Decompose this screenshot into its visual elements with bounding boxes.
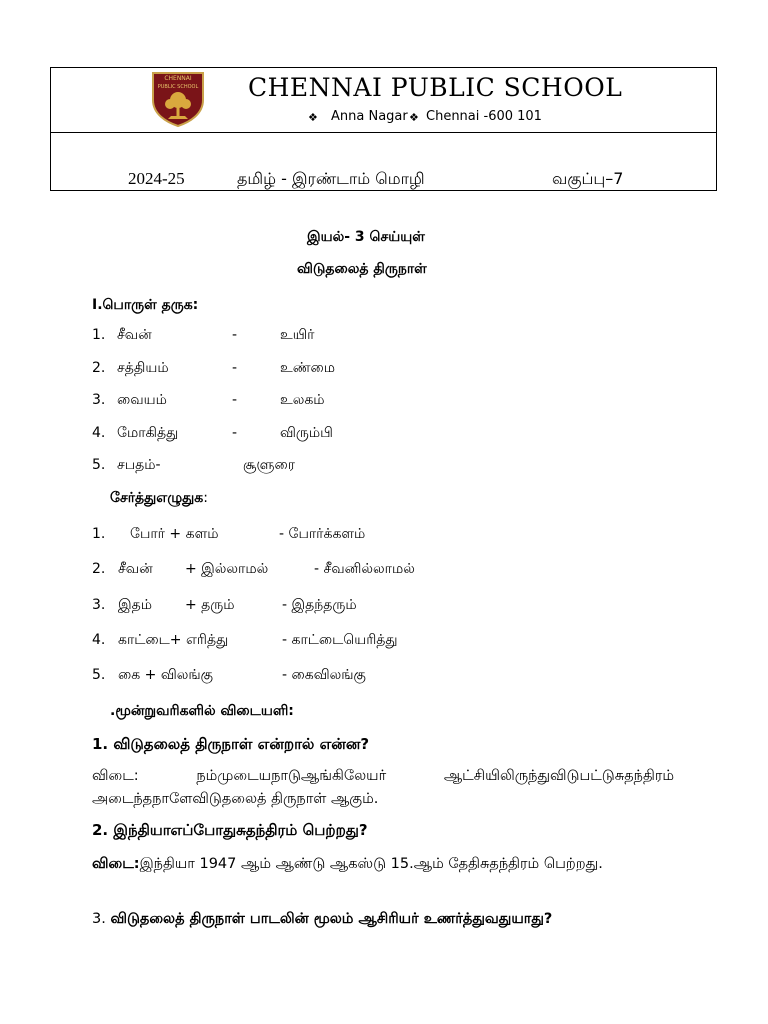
- join-part-a: சீவன்: [118, 561, 153, 577]
- meaning-word: வையம்: [117, 392, 167, 408]
- join-result: - இதந்தரும்: [282, 597, 357, 613]
- list-item-number: 4.: [92, 632, 106, 648]
- answer-text: இந்தியா 1947 ஆம் ஆண்டு ஆகஸ்டு 15.ஆம் தேதிசுதந்திரம் பெற்றது.: [139, 856, 603, 872]
- logo-text-top: CHENNAI: [164, 75, 192, 82]
- list-item-number: 2.: [92, 561, 106, 577]
- question-3-text: விடுதலைத் திருநாள் பாடலின் மூலம் ஆசிரியர் உணர்த்துவதுயாது?: [110, 911, 553, 927]
- meaning-answer: சூளுரை: [243, 457, 295, 473]
- meaning-answer: உண்மை: [280, 360, 336, 376]
- list-item-number: 5.: [92, 457, 106, 473]
- section3-heading: .மூன்றுவரிகளில் விடையளி:: [110, 703, 294, 719]
- meaning-dash: -: [232, 392, 238, 408]
- meaning-answer: உலகம்: [280, 392, 325, 408]
- answer-2: [92, 853, 674, 876]
- unit-title: இயல்- 3 செய்யுள்: [307, 229, 425, 245]
- answer-label: விடை:: [92, 856, 140, 872]
- list-item-number: 2.: [92, 360, 106, 376]
- meaning-word: சீவன்: [117, 327, 152, 343]
- meaning-answer: உயிர்: [280, 327, 315, 343]
- answer-text: நம்முடையநாடுஆங்கிலேயர் ஆட்சியிலிருந்துவிடுபட்டுசுதந்திரம் அடைந்தநாளேவிடுதலைத் திருநாள் ஆகும்.: [92, 768, 674, 807]
- bullet-icon: ❖: [409, 111, 419, 124]
- question-3: [92, 908, 674, 931]
- list-item-number: 3.: [92, 597, 106, 613]
- school-name: CHENNAI PUBLIC SCHOOL: [248, 73, 623, 102]
- section1-heading: I.பொருள் தருக:: [92, 297, 199, 313]
- address-city: Chennai -600 101: [426, 109, 542, 124]
- join-part-b: + இல்லாமல்: [185, 561, 269, 577]
- school-logo: [150, 70, 206, 128]
- logo-text-bottom: PUBLIC SCHOOL: [157, 84, 199, 90]
- join-result: - கைவிலங்கு: [282, 667, 366, 683]
- join-part-a: காட்டை+ எரித்து: [118, 632, 229, 648]
- question-3-number: 3.: [92, 911, 106, 927]
- join-part-a: கை + விலங்கு: [118, 667, 214, 683]
- question-1: 1. விடுதலைத் திருநாள் என்றால் என்ன?: [92, 735, 370, 753]
- answer-1: [92, 765, 674, 811]
- meaning-word: சபதம்-: [117, 457, 161, 473]
- header-divider: [50, 132, 717, 133]
- section2-heading-colon: :: [203, 490, 208, 506]
- answer-label: விடை:: [92, 768, 139, 784]
- list-item-number: 1.: [92, 327, 106, 343]
- meaning-word: சத்தியம்: [117, 360, 169, 376]
- join-result: - சீவனில்லாமல்: [314, 561, 415, 577]
- meaning-word: மோகித்து: [117, 425, 179, 441]
- bullet-icon: ❖: [308, 111, 318, 124]
- academic-year: 2024-25: [128, 169, 185, 188]
- join-part-b: + தரும்: [185, 597, 235, 613]
- poem-title: விடுதலைத் திருநாள்: [297, 261, 427, 277]
- list-item-number: 3.: [92, 392, 106, 408]
- subject-title: தமிழ் - இரண்டாம் மொழி: [237, 169, 425, 188]
- meaning-answer: விரும்பி: [280, 425, 333, 441]
- class-label: வகுப்பு–7: [552, 169, 624, 188]
- section2-heading: [110, 490, 208, 508]
- address-area: Anna Nagar: [331, 109, 408, 124]
- meaning-dash: -: [232, 360, 238, 376]
- join-result: - காட்டையெரித்து: [282, 632, 398, 648]
- meaning-dash: -: [232, 425, 238, 441]
- section2-heading-text: சேர்த்துஎழுதுக: [110, 490, 204, 506]
- meaning-dash: -: [232, 327, 238, 343]
- list-item-number: 4.: [92, 425, 106, 441]
- list-item-number: 1.: [92, 526, 106, 542]
- question-2: 2. இந்தியாஎப்போதுசுதந்திரம் பெற்றது?: [92, 821, 368, 839]
- list-item-number: 5.: [92, 667, 106, 683]
- join-result: - போர்க்களம்: [279, 526, 366, 542]
- join-part-a: போர் + களம்: [130, 526, 219, 542]
- join-part-a: இதம்: [118, 597, 153, 613]
